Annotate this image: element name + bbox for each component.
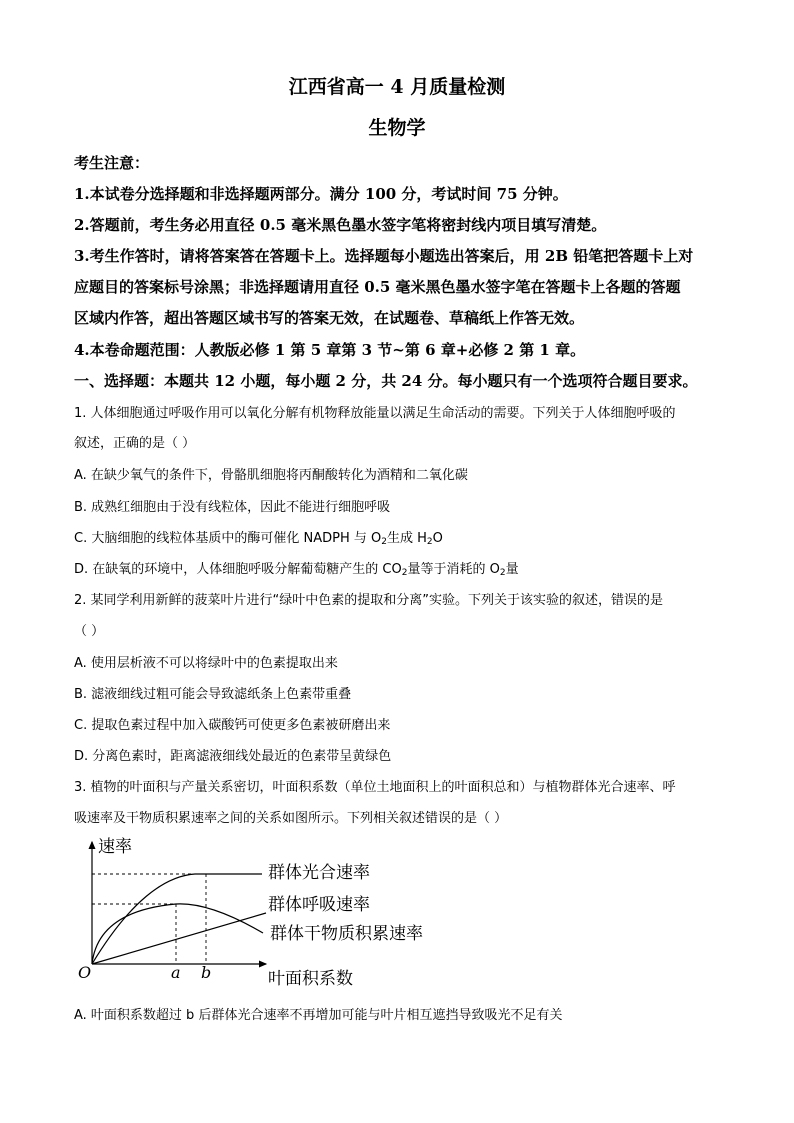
- tick-a: a: [171, 963, 181, 982]
- respiration-label: 群体呼吸速率: [268, 895, 370, 915]
- exam-subject: 生物学: [368, 117, 426, 139]
- option-b: B. 成熟红细胞由于没有线粒体，因此不能进行细胞呼吸: [74, 500, 391, 515]
- origin-label: O: [78, 963, 92, 982]
- option-text: O: [432, 531, 443, 546]
- dry-matter-label: 群体干物质积累速率: [270, 924, 423, 944]
- question-stem: 叙述，正确的是（ ）: [74, 436, 196, 451]
- section-heading: 一、选择题：本题共 12 小题，每小题 2 分，共 24 分。每小题只有一个选项符合题目要求。: [74, 372, 698, 390]
- respiration-curve: [92, 904, 263, 964]
- question-stem: 3. 植物的叶面积与产量关系密切，叶面积系数（单位土地面积上的叶面积总和）与植物群体光合速率、呼: [74, 780, 676, 795]
- rate-diagram: [70, 836, 470, 996]
- option-text: D. 在缺氧的环境中，人体细胞呼吸分解葡萄糖产生的 CO: [74, 562, 402, 577]
- question-stem: 1. 人体细胞通过呼吸作用可以氧化分解有机物释放能量以满足生命活动的需要。下列关于人体细胞呼吸的: [74, 406, 676, 421]
- notice-item: 3.考生作答时，请将答案答在答题卡上。选择题每小题选出答案后，用 2B 铅笔把答题卡上对: [74, 247, 694, 265]
- option-c: C. 提取色素过程中加入碳酸钙可使更多色素被研磨出来: [74, 718, 391, 733]
- subscript: 2: [401, 568, 408, 578]
- subscript: 2: [426, 537, 433, 547]
- option-text: 量等于消耗的 O: [407, 562, 500, 577]
- option-text: 量: [505, 562, 519, 577]
- option-b: B. 滤液细线过粗可能会导致滤纸条上色素带重叠: [74, 687, 352, 702]
- notice-item: 2.答题前，考生务必用直径 0.5 毫米黑色墨水签字笔将密封线内项目填写清楚。: [74, 216, 607, 234]
- option-text: 生成 H: [386, 531, 427, 546]
- question-stem: 吸速率及干物质积累速率之间的关系如图所示。下列相关叙述错误的是（ ）: [74, 811, 508, 826]
- notice-item: 1.本试卷分选择题和非选择题两部分。满分 100 分，考试时间 75 分钟。: [74, 185, 568, 203]
- exam-title: 江西省高一 4 月质量检测: [288, 76, 506, 98]
- option-a: A. 使用层析液不可以将绿叶中的色素提取出来: [74, 656, 338, 671]
- y-axis-label: 速率: [98, 837, 132, 857]
- notice-item: 应题目的答案标号涂黑；非选择题请用直径 0.5 毫米黑色墨水签字笔在答题卡上各题的答题: [74, 278, 681, 296]
- x-axis-label: 叶面积系数: [268, 969, 353, 989]
- tick-b: b: [201, 963, 212, 982]
- photosynthesis-label: 群体光合速率: [268, 863, 370, 883]
- question-stem: （ ）: [74, 624, 105, 639]
- option-a: A. 在缺少氧气的条件下，骨骼肌细胞将丙酮酸转化为酒精和二氧化碳: [74, 468, 468, 483]
- notice-heading: 考生注意：: [74, 154, 150, 172]
- option-c: [74, 527, 724, 546]
- question-stem: 2. 某同学利用新鲜的菠菜叶片进行“绿叶中色素的提取和分离”实验。下列关于该实验的叙述，错误的是: [74, 593, 664, 608]
- subscript: 2: [381, 537, 387, 547]
- notice-item: 区域内作答，超出答题区域书写的答案无效，在试题卷、草稿纸上作答无效。: [74, 309, 585, 327]
- option-d: D. 分离色素时，距离滤液细线处最近的色素带呈黄绿色: [74, 749, 392, 764]
- option-a: A. 叶面积系数超过 b 后群体光合速率不再增加可能与叶片相互遮挡导致吸光不足有关: [74, 1008, 563, 1023]
- option-text: C. 大脑细胞的线粒体基质中的酶可催化 NADPH 与 O: [74, 531, 382, 546]
- subscript: 2: [499, 568, 506, 578]
- notice-item: 4.本卷命题范围：人教版必修 1 第 5 章第 3 节~第 6 章+必修 2 第 1 章。: [74, 341, 586, 359]
- option-d: [74, 558, 724, 577]
